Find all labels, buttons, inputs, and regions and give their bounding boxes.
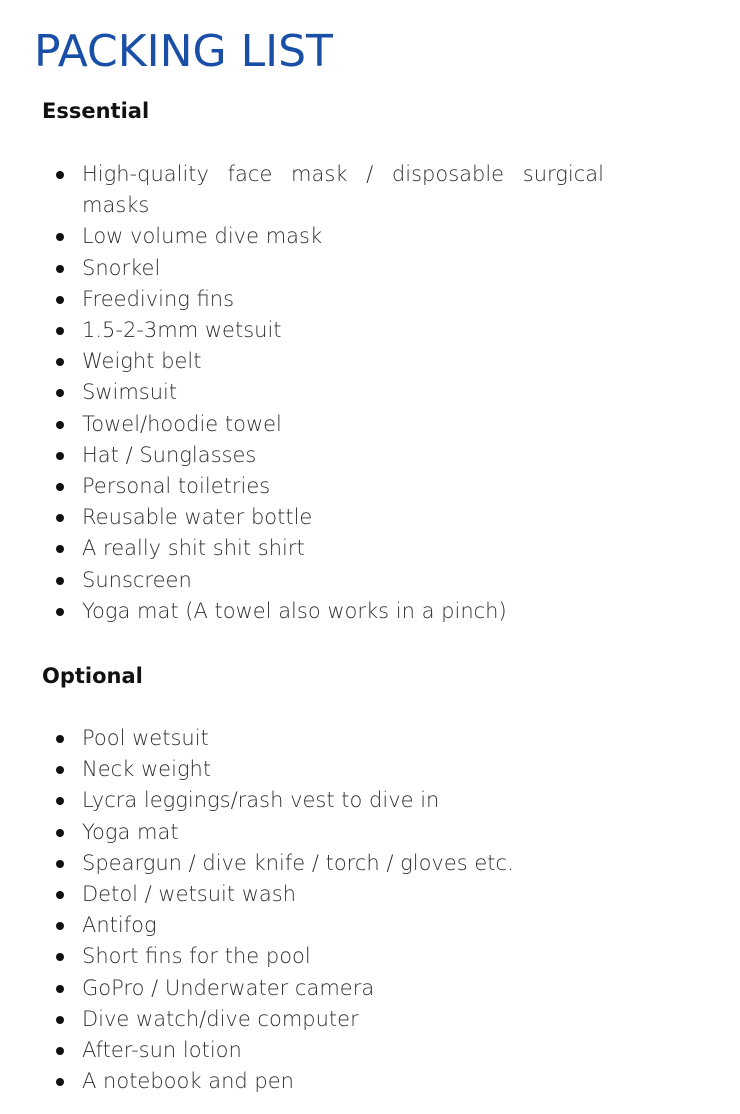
list-item-text: Pool wetsuit (82, 726, 209, 750)
list-item (0, 723, 604, 754)
list-item (0, 221, 604, 252)
list-item-text: Speargun / dive knife / torch / gloves etc. (82, 850, 514, 875)
list-item (0, 1035, 604, 1066)
bullet-icon (56, 922, 64, 930)
list-item (0, 879, 604, 910)
list-item (0, 346, 604, 377)
list-item-text: Sunscreen (82, 567, 192, 592)
list-item-text: Personal toiletries (82, 474, 271, 499)
page-title: PACKING LIST (34, 26, 333, 77)
list-item-text: Neck weight (82, 757, 212, 782)
list-item (0, 785, 604, 816)
list-item-text: Snorkel (82, 255, 161, 280)
list-item-text: Detol / wetsuit wash (82, 882, 297, 907)
list-item (0, 502, 604, 533)
list-item (0, 471, 604, 502)
bullet-icon (56, 985, 64, 993)
list-item-text: High-quality face mask / disposable surgical masks (82, 162, 604, 218)
list-item-text: Antifog (82, 913, 157, 938)
list-item (0, 159, 604, 221)
list-item (0, 284, 604, 315)
list-item-text: 1.5-2-3mm wetsuit (82, 318, 282, 343)
list-item-text: Swimsuit (82, 380, 178, 405)
bullet-icon (56, 829, 64, 837)
bullet-icon (56, 514, 64, 522)
list-item-text: Dive watch/dive computer (82, 1006, 359, 1031)
bullet-icon (56, 389, 64, 397)
list-item-text: Yoga mat (A towel also works in a pinch) (82, 598, 507, 623)
list-item (0, 533, 604, 564)
list-item (0, 377, 604, 408)
list-item (0, 315, 604, 346)
list-item-text: Short fins for the pool (82, 944, 311, 969)
list-item (0, 941, 604, 972)
bullet-icon (56, 421, 64, 429)
list-item (0, 409, 604, 440)
bullet-icon (56, 891, 64, 899)
list-item (0, 1066, 604, 1097)
bullet-icon (56, 358, 64, 366)
list-item-text: Low volume dive mask (82, 224, 323, 249)
list-item-text: A notebook and pen (82, 1069, 294, 1094)
list-item (0, 1004, 604, 1035)
essential-list (0, 159, 604, 627)
list-item-text: GoPro / Underwater camera (82, 975, 375, 1000)
list-item (0, 754, 604, 785)
list-item (0, 565, 604, 596)
essential-heading: Essential (42, 99, 150, 123)
list-item (0, 910, 604, 941)
list-item (0, 817, 604, 848)
bullet-icon (56, 483, 64, 491)
list-item-text: Weight belt (82, 349, 202, 374)
bullet-icon (56, 797, 64, 805)
list-item (0, 973, 604, 1004)
bullet-icon (56, 452, 64, 460)
list-item-text: Reusable water bottle (82, 505, 313, 530)
bullet-icon (56, 953, 64, 961)
optional-heading: Optional (42, 664, 143, 688)
list-item (0, 253, 604, 284)
bullet-icon (56, 265, 64, 273)
bullet-icon (56, 171, 64, 179)
bullet-icon (56, 233, 64, 241)
list-item (0, 440, 604, 471)
list-item-text: Yoga mat (82, 819, 179, 844)
bullet-icon (56, 545, 64, 553)
bullet-icon (56, 1016, 64, 1024)
bullet-icon (56, 296, 64, 304)
list-item-text: Towel/hoodie towel (82, 411, 282, 436)
list-item-text: Freediving fins (82, 286, 235, 311)
list-item-text: After-sun lotion (82, 1038, 242, 1063)
bullet-icon (56, 766, 64, 774)
bullet-icon (56, 577, 64, 585)
list-item-text: A really shit shit shirt (82, 536, 305, 561)
bullet-icon (56, 735, 64, 743)
list-item-text: Hat / Sunglasses (82, 442, 257, 467)
bullet-icon (56, 860, 64, 868)
bullet-icon (56, 1078, 64, 1086)
bullet-icon (56, 608, 64, 616)
list-item-text: Lycra leggings/rash vest to dive in (82, 788, 440, 813)
optional-list (0, 723, 604, 1097)
bullet-icon (56, 327, 64, 335)
bullet-icon (56, 1047, 64, 1055)
list-item (0, 848, 604, 879)
list-item (0, 596, 604, 627)
